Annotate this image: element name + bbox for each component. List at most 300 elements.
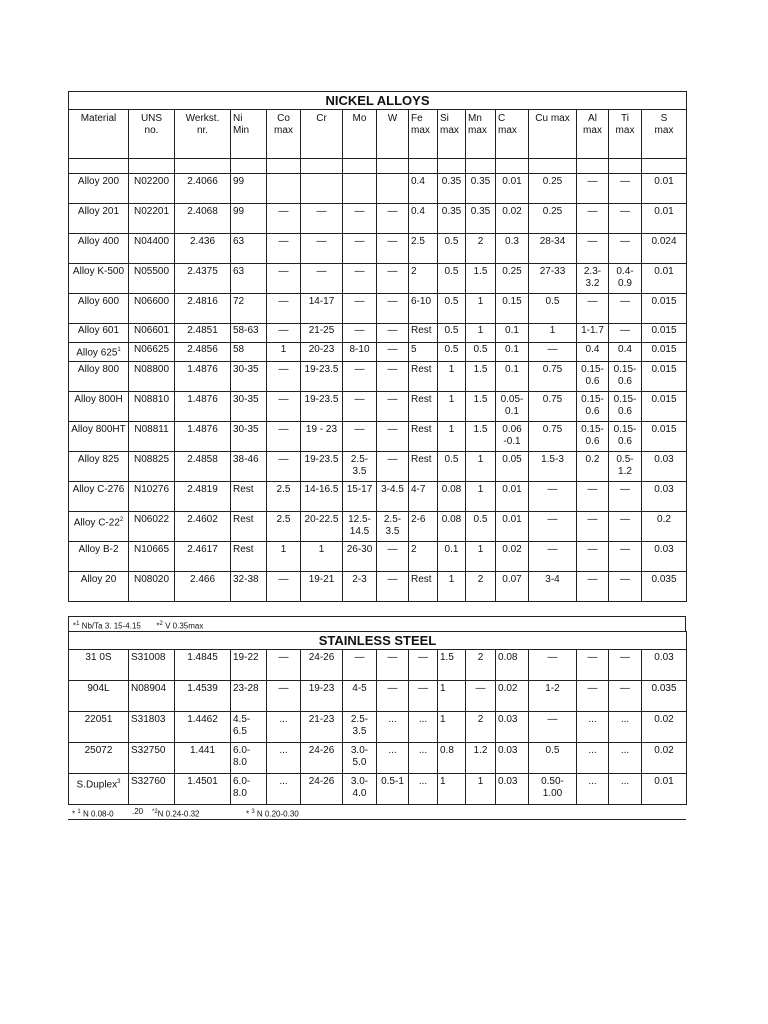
cell-text: 0.015 bbox=[651, 344, 677, 355]
cell-text: 0.4 bbox=[585, 344, 600, 355]
column-header-row bbox=[69, 110, 687, 159]
table-cell bbox=[609, 392, 642, 422]
table-cell bbox=[231, 774, 267, 805]
cell-text: 904L bbox=[87, 683, 110, 694]
cell-text: 0.1 bbox=[505, 325, 519, 336]
table-cell bbox=[267, 324, 301, 343]
cell-text: 0.08 bbox=[498, 652, 518, 663]
table-cell bbox=[343, 362, 377, 392]
table-cell bbox=[231, 392, 267, 422]
cell-text: 63 bbox=[233, 236, 245, 247]
cell-text: — bbox=[354, 236, 365, 247]
cell-text: 0.035 bbox=[651, 574, 677, 585]
cell-text: 0.3 bbox=[505, 236, 519, 247]
table-cell bbox=[529, 743, 577, 774]
table-cell bbox=[496, 542, 529, 572]
table-cell bbox=[377, 681, 409, 712]
table-cell bbox=[577, 743, 609, 774]
cell-text: Rest bbox=[411, 394, 432, 405]
table-row bbox=[69, 392, 687, 422]
cell-text: N05500 bbox=[133, 266, 170, 277]
table-cell bbox=[466, 774, 496, 805]
cell-text: 0.03 bbox=[654, 484, 674, 495]
cell-text: 0.03 bbox=[498, 714, 518, 725]
table-cell bbox=[301, 422, 343, 452]
table-row bbox=[69, 650, 687, 681]
material-cell bbox=[69, 234, 129, 264]
cell-text: — bbox=[547, 544, 558, 555]
ss-footnote-star-1: * bbox=[72, 809, 76, 819]
column-header: Cr bbox=[301, 110, 343, 159]
cell-text: 1 bbox=[448, 424, 455, 435]
cell-text: S32760 bbox=[131, 776, 166, 787]
table-cell bbox=[231, 362, 267, 392]
table-cell bbox=[642, 264, 687, 294]
table-cell bbox=[409, 392, 438, 422]
cell-text: 0.08 bbox=[441, 484, 462, 495]
cell-text: 1 bbox=[440, 714, 446, 725]
cell-text: 0.35 bbox=[470, 176, 491, 187]
table-cell bbox=[466, 681, 496, 712]
cell-text: 0.02 bbox=[498, 683, 518, 694]
blank-cell bbox=[409, 159, 438, 174]
table-cell bbox=[496, 294, 529, 324]
table-cell bbox=[129, 392, 175, 422]
cell-text: — bbox=[354, 266, 365, 277]
table-cell bbox=[267, 681, 301, 712]
material-cell bbox=[69, 452, 129, 482]
cell-text: 0.15- 0.6 bbox=[581, 364, 604, 387]
table-cell bbox=[231, 264, 267, 294]
table-cell bbox=[438, 512, 466, 542]
table-row bbox=[69, 482, 687, 512]
cell-text: 0.024 bbox=[651, 236, 677, 247]
ss-footnote-sup-1: 1 bbox=[77, 809, 81, 815]
cell-text: ... bbox=[418, 776, 428, 787]
table-cell bbox=[175, 343, 231, 362]
cell-text: 4-5 bbox=[352, 683, 367, 694]
cell-text: 2 bbox=[411, 266, 417, 277]
cell-text: 2.4851 bbox=[187, 325, 218, 336]
table-cell bbox=[496, 512, 529, 542]
table-cell bbox=[409, 774, 438, 805]
table-cell bbox=[577, 204, 609, 234]
table-cell bbox=[267, 204, 301, 234]
cell-text: 0.15- 0.6 bbox=[581, 394, 604, 417]
cell-text: — bbox=[278, 574, 289, 585]
table-cell bbox=[175, 512, 231, 542]
cell-text: 2.5 bbox=[276, 514, 291, 525]
cell-text: — bbox=[278, 206, 289, 217]
table-cell bbox=[529, 422, 577, 452]
cell-text: 1.5 bbox=[473, 364, 488, 375]
table-cell bbox=[377, 204, 409, 234]
table-cell bbox=[496, 681, 529, 712]
footnote-star-2: * bbox=[156, 621, 160, 631]
table-cell bbox=[231, 343, 267, 362]
cell-text: 1.441 bbox=[189, 745, 216, 756]
table-cell bbox=[577, 392, 609, 422]
table-cell bbox=[466, 452, 496, 482]
cell-text: 0.03 bbox=[498, 745, 518, 756]
cell-text: 99 bbox=[233, 176, 245, 187]
column-header: Mn max bbox=[466, 110, 496, 159]
table-cell bbox=[343, 392, 377, 422]
table-cell bbox=[175, 234, 231, 264]
table-cell bbox=[409, 422, 438, 452]
table-cell bbox=[343, 324, 377, 343]
table-cell bbox=[577, 512, 609, 542]
cell-text: 2.5-3.5 bbox=[350, 454, 369, 477]
table-cell bbox=[409, 234, 438, 264]
footnote-sup-2: 2 bbox=[159, 621, 163, 627]
cell-text: 19-23.5 bbox=[304, 364, 339, 375]
nickel-footnote bbox=[68, 616, 686, 631]
cell-text: ... bbox=[620, 714, 630, 725]
table-cell bbox=[231, 234, 267, 264]
cell-text: ... bbox=[388, 714, 397, 725]
cell-text: 12.5- 14.5 bbox=[348, 514, 371, 537]
footnote-text-2: V 0.35max bbox=[165, 621, 204, 631]
table-cell bbox=[231, 681, 267, 712]
table-cell bbox=[642, 343, 687, 362]
table-cell bbox=[175, 712, 231, 743]
cell-text: 6.0- 8.0 bbox=[233, 776, 251, 799]
cell-text: 6.0- 8.0 bbox=[233, 745, 251, 768]
cell-text: — bbox=[278, 454, 289, 465]
cell-text: 1.5 bbox=[440, 652, 454, 663]
table-cell bbox=[267, 650, 301, 681]
stainless-footnote bbox=[68, 805, 686, 820]
table-cell bbox=[609, 572, 642, 602]
table-cell bbox=[466, 294, 496, 324]
cell-text: — bbox=[547, 484, 558, 495]
cell-text: 4.5- 6.5 bbox=[233, 714, 251, 737]
cell-text: 24-26 bbox=[308, 776, 335, 787]
table-cell bbox=[529, 482, 577, 512]
table-cell bbox=[129, 204, 175, 234]
cell-text: 0.5 bbox=[545, 296, 560, 307]
cell-text: — bbox=[475, 683, 486, 694]
table-cell bbox=[496, 743, 529, 774]
table-cell bbox=[609, 650, 642, 681]
cell-text: — bbox=[354, 652, 365, 663]
table-cell bbox=[529, 572, 577, 602]
table-cell bbox=[466, 174, 496, 204]
cell-text: Rest bbox=[411, 325, 432, 336]
cell-text: — bbox=[620, 206, 630, 217]
table-cell bbox=[267, 482, 301, 512]
table-cell bbox=[642, 324, 687, 343]
table-cell bbox=[267, 392, 301, 422]
cell-text: — bbox=[387, 683, 398, 694]
cell-text: 1-2 bbox=[545, 683, 560, 694]
table-row bbox=[69, 362, 687, 392]
cell-text: 0.015 bbox=[651, 394, 677, 405]
table-cell bbox=[496, 650, 529, 681]
cell-text: — bbox=[387, 296, 398, 307]
table-cell bbox=[129, 774, 175, 805]
cell-text: 30-35 bbox=[233, 364, 259, 375]
table-cell bbox=[438, 542, 466, 572]
table-cell bbox=[577, 264, 609, 294]
table-cell bbox=[343, 743, 377, 774]
cell-text: 15-17 bbox=[346, 484, 373, 495]
column-header: Mo bbox=[343, 110, 377, 159]
material-cell bbox=[69, 362, 129, 392]
material-cell bbox=[69, 572, 129, 602]
table-cell bbox=[438, 712, 466, 743]
table-cell bbox=[231, 650, 267, 681]
cell-text: — bbox=[547, 514, 558, 525]
cell-text: Alloy 200 bbox=[77, 176, 120, 187]
table-cell bbox=[577, 681, 609, 712]
footnote-sup-1: 1 bbox=[76, 621, 80, 627]
table-cell bbox=[409, 542, 438, 572]
table-row bbox=[69, 542, 687, 572]
cell-text: 1 bbox=[318, 544, 325, 555]
cell-text: 1.5 bbox=[473, 424, 488, 435]
material-cell bbox=[69, 343, 129, 362]
cell-text: 0.015 bbox=[651, 424, 677, 435]
cell-text: N08800 bbox=[133, 364, 170, 375]
cell-text: 0.01 bbox=[502, 484, 522, 495]
table-cell bbox=[231, 712, 267, 743]
cell-text: — bbox=[278, 236, 289, 247]
cell-text: N04400 bbox=[133, 236, 170, 247]
table-cell bbox=[529, 362, 577, 392]
ss-footnote-1 bbox=[72, 805, 114, 822]
ss-footnote-text-1: N 0.08-0 bbox=[82, 809, 114, 819]
cell-text: 0.15- 0.6 bbox=[613, 424, 637, 447]
cell-text: 0.15- 0.6 bbox=[613, 364, 637, 387]
table-cell bbox=[466, 362, 496, 392]
cell-text: 1.4876 bbox=[187, 394, 218, 405]
table-cell bbox=[529, 542, 577, 572]
cell-text: ... bbox=[588, 714, 597, 725]
table-cell bbox=[377, 294, 409, 324]
table-cell bbox=[409, 743, 438, 774]
cell-text: 0.2 bbox=[585, 454, 600, 465]
table-cell bbox=[577, 234, 609, 264]
table-cell bbox=[438, 572, 466, 602]
table-cell bbox=[577, 174, 609, 204]
cell-text: N06601 bbox=[133, 325, 170, 336]
table-cell bbox=[301, 234, 343, 264]
table-cell bbox=[231, 743, 267, 774]
cell-text: — bbox=[354, 424, 365, 435]
table-cell bbox=[496, 324, 529, 343]
table-cell bbox=[438, 774, 466, 805]
table-row bbox=[69, 572, 687, 602]
table-cell bbox=[529, 174, 577, 204]
table-cell bbox=[529, 392, 577, 422]
table-cell bbox=[642, 681, 687, 712]
table-cell bbox=[231, 512, 267, 542]
ss-footnote-sup-2: *2 bbox=[152, 809, 158, 815]
cell-text: 2.4856 bbox=[187, 344, 218, 355]
table-cell bbox=[301, 392, 343, 422]
cell-text: 3-4.5 bbox=[381, 484, 404, 495]
table-cell bbox=[409, 681, 438, 712]
cell-text: N08825 bbox=[133, 454, 170, 465]
table-cell bbox=[496, 482, 529, 512]
table-cell bbox=[577, 452, 609, 482]
table-cell bbox=[642, 482, 687, 512]
cell-text: 19-23.5 bbox=[304, 394, 339, 405]
column-header: Ni Min bbox=[231, 110, 267, 159]
table-cell bbox=[343, 712, 377, 743]
cell-text: 1 bbox=[448, 574, 455, 585]
table-cell bbox=[343, 234, 377, 264]
table-cell bbox=[609, 743, 642, 774]
table-cell bbox=[343, 343, 377, 362]
cell-text: — bbox=[587, 544, 598, 555]
cell-text: ... bbox=[279, 714, 288, 725]
blank-cell bbox=[529, 159, 577, 174]
blank-cell bbox=[609, 159, 642, 174]
cell-text: 0.5 bbox=[444, 296, 459, 307]
table-cell bbox=[466, 482, 496, 512]
cell-text: — bbox=[387, 344, 398, 355]
cell-text: N06625 bbox=[133, 344, 170, 355]
table-cell bbox=[577, 712, 609, 743]
nickel-alloys-table bbox=[68, 91, 687, 602]
table-cell bbox=[642, 712, 687, 743]
table-cell bbox=[438, 681, 466, 712]
cell-text: 2.4858 bbox=[187, 454, 218, 465]
cell-text: 30-35 bbox=[233, 424, 259, 435]
cell-text: — bbox=[547, 714, 558, 725]
cell-text: — bbox=[620, 325, 630, 336]
cell-text: 0.02 bbox=[654, 714, 674, 725]
table-row bbox=[69, 294, 687, 324]
table-cell bbox=[577, 294, 609, 324]
table-cell bbox=[609, 774, 642, 805]
footnote-star: * bbox=[73, 621, 77, 631]
cell-text: 1.5 bbox=[473, 266, 488, 277]
cell-text: 0.08 bbox=[441, 514, 462, 525]
blank-cell bbox=[231, 159, 267, 174]
stainless-steel-title: STAINLESS STEEL bbox=[69, 632, 687, 650]
cell-text: 72 bbox=[233, 296, 245, 307]
cell-text: 0.05 bbox=[502, 454, 522, 465]
table-cell bbox=[267, 512, 301, 542]
cell-text: 2 bbox=[477, 574, 484, 585]
cell-text: 21-25 bbox=[308, 325, 335, 336]
table-cell bbox=[466, 743, 496, 774]
table-cell bbox=[496, 234, 529, 264]
cell-text: — bbox=[587, 683, 598, 694]
column-header: Ti max bbox=[609, 110, 642, 159]
table-cell bbox=[377, 452, 409, 482]
cell-text: 14-16.5 bbox=[304, 484, 339, 495]
cell-text: Rest bbox=[233, 514, 254, 525]
cell-text: — bbox=[354, 364, 365, 375]
blank-cell bbox=[496, 159, 529, 174]
table-cell bbox=[496, 774, 529, 805]
cell-text: 1.5-3 bbox=[541, 454, 564, 465]
cell-text: 0.1 bbox=[505, 344, 519, 355]
cell-text: 0.35 bbox=[441, 176, 462, 187]
cell-text: 1 bbox=[477, 776, 484, 787]
cell-text: 25072 bbox=[84, 745, 113, 756]
cell-text: — bbox=[620, 683, 630, 694]
material-cell bbox=[69, 392, 129, 422]
blank-cell bbox=[69, 159, 129, 174]
ss-footnote-text-3: N 0.20-0.30 bbox=[256, 809, 299, 819]
blank-cell bbox=[466, 159, 496, 174]
blank-cell bbox=[642, 159, 687, 174]
cell-text: 1.4462 bbox=[187, 714, 218, 725]
cell-text: 22051 bbox=[84, 714, 113, 725]
table-cell bbox=[642, 650, 687, 681]
table-cell bbox=[129, 542, 175, 572]
table-cell bbox=[609, 482, 642, 512]
cell-text: 0.01 bbox=[502, 514, 522, 525]
table-row bbox=[69, 264, 687, 294]
table-cell bbox=[175, 422, 231, 452]
table-cell bbox=[129, 174, 175, 204]
cell-text: — bbox=[278, 424, 289, 435]
cell-text: 19 - 23 bbox=[305, 424, 338, 435]
table-cell bbox=[466, 422, 496, 452]
cell-text: 14-17 bbox=[308, 296, 335, 307]
table-row bbox=[69, 452, 687, 482]
cell-text: — bbox=[316, 236, 327, 247]
cell-text: Alloy 800 bbox=[77, 364, 120, 375]
cell-text: 1 bbox=[477, 484, 484, 495]
table-cell bbox=[301, 482, 343, 512]
column-header: Si max bbox=[438, 110, 466, 159]
table-cell bbox=[377, 542, 409, 572]
cell-text: Alloy 201 bbox=[77, 206, 120, 217]
table-cell bbox=[438, 452, 466, 482]
table-cell bbox=[301, 542, 343, 572]
cell-text: ... bbox=[279, 745, 288, 756]
table-cell bbox=[609, 681, 642, 712]
cell-text: 28-34 bbox=[539, 236, 566, 247]
table-cell bbox=[301, 343, 343, 362]
cell-text: 0.5 bbox=[473, 514, 488, 525]
table-cell bbox=[377, 174, 409, 204]
cell-text: 2.4602 bbox=[187, 514, 218, 525]
cell-text: ... bbox=[620, 776, 630, 787]
table-row bbox=[69, 774, 687, 805]
table-cell bbox=[343, 650, 377, 681]
table-cell bbox=[577, 343, 609, 362]
cell-text: 24-26 bbox=[308, 652, 335, 663]
table-cell bbox=[129, 264, 175, 294]
cell-text: 30-35 bbox=[233, 394, 259, 405]
ss-footnote-2 bbox=[152, 805, 199, 822]
cell-text: 1 bbox=[477, 325, 484, 336]
table-cell bbox=[529, 512, 577, 542]
cell-text: 0.015 bbox=[651, 325, 677, 336]
cell-text: 58-63 bbox=[233, 325, 259, 336]
table-cell bbox=[577, 572, 609, 602]
table-cell bbox=[609, 264, 642, 294]
cell-text: 0.01 bbox=[654, 266, 674, 277]
table-row bbox=[69, 712, 687, 743]
table-cell bbox=[642, 542, 687, 572]
nickel-alloys-title: NICKEL ALLOYS bbox=[69, 92, 687, 110]
table-cell bbox=[129, 343, 175, 362]
table-cell bbox=[231, 542, 267, 572]
cell-text: 1 bbox=[448, 394, 455, 405]
table-cell bbox=[438, 204, 466, 234]
table-cell bbox=[609, 343, 642, 362]
